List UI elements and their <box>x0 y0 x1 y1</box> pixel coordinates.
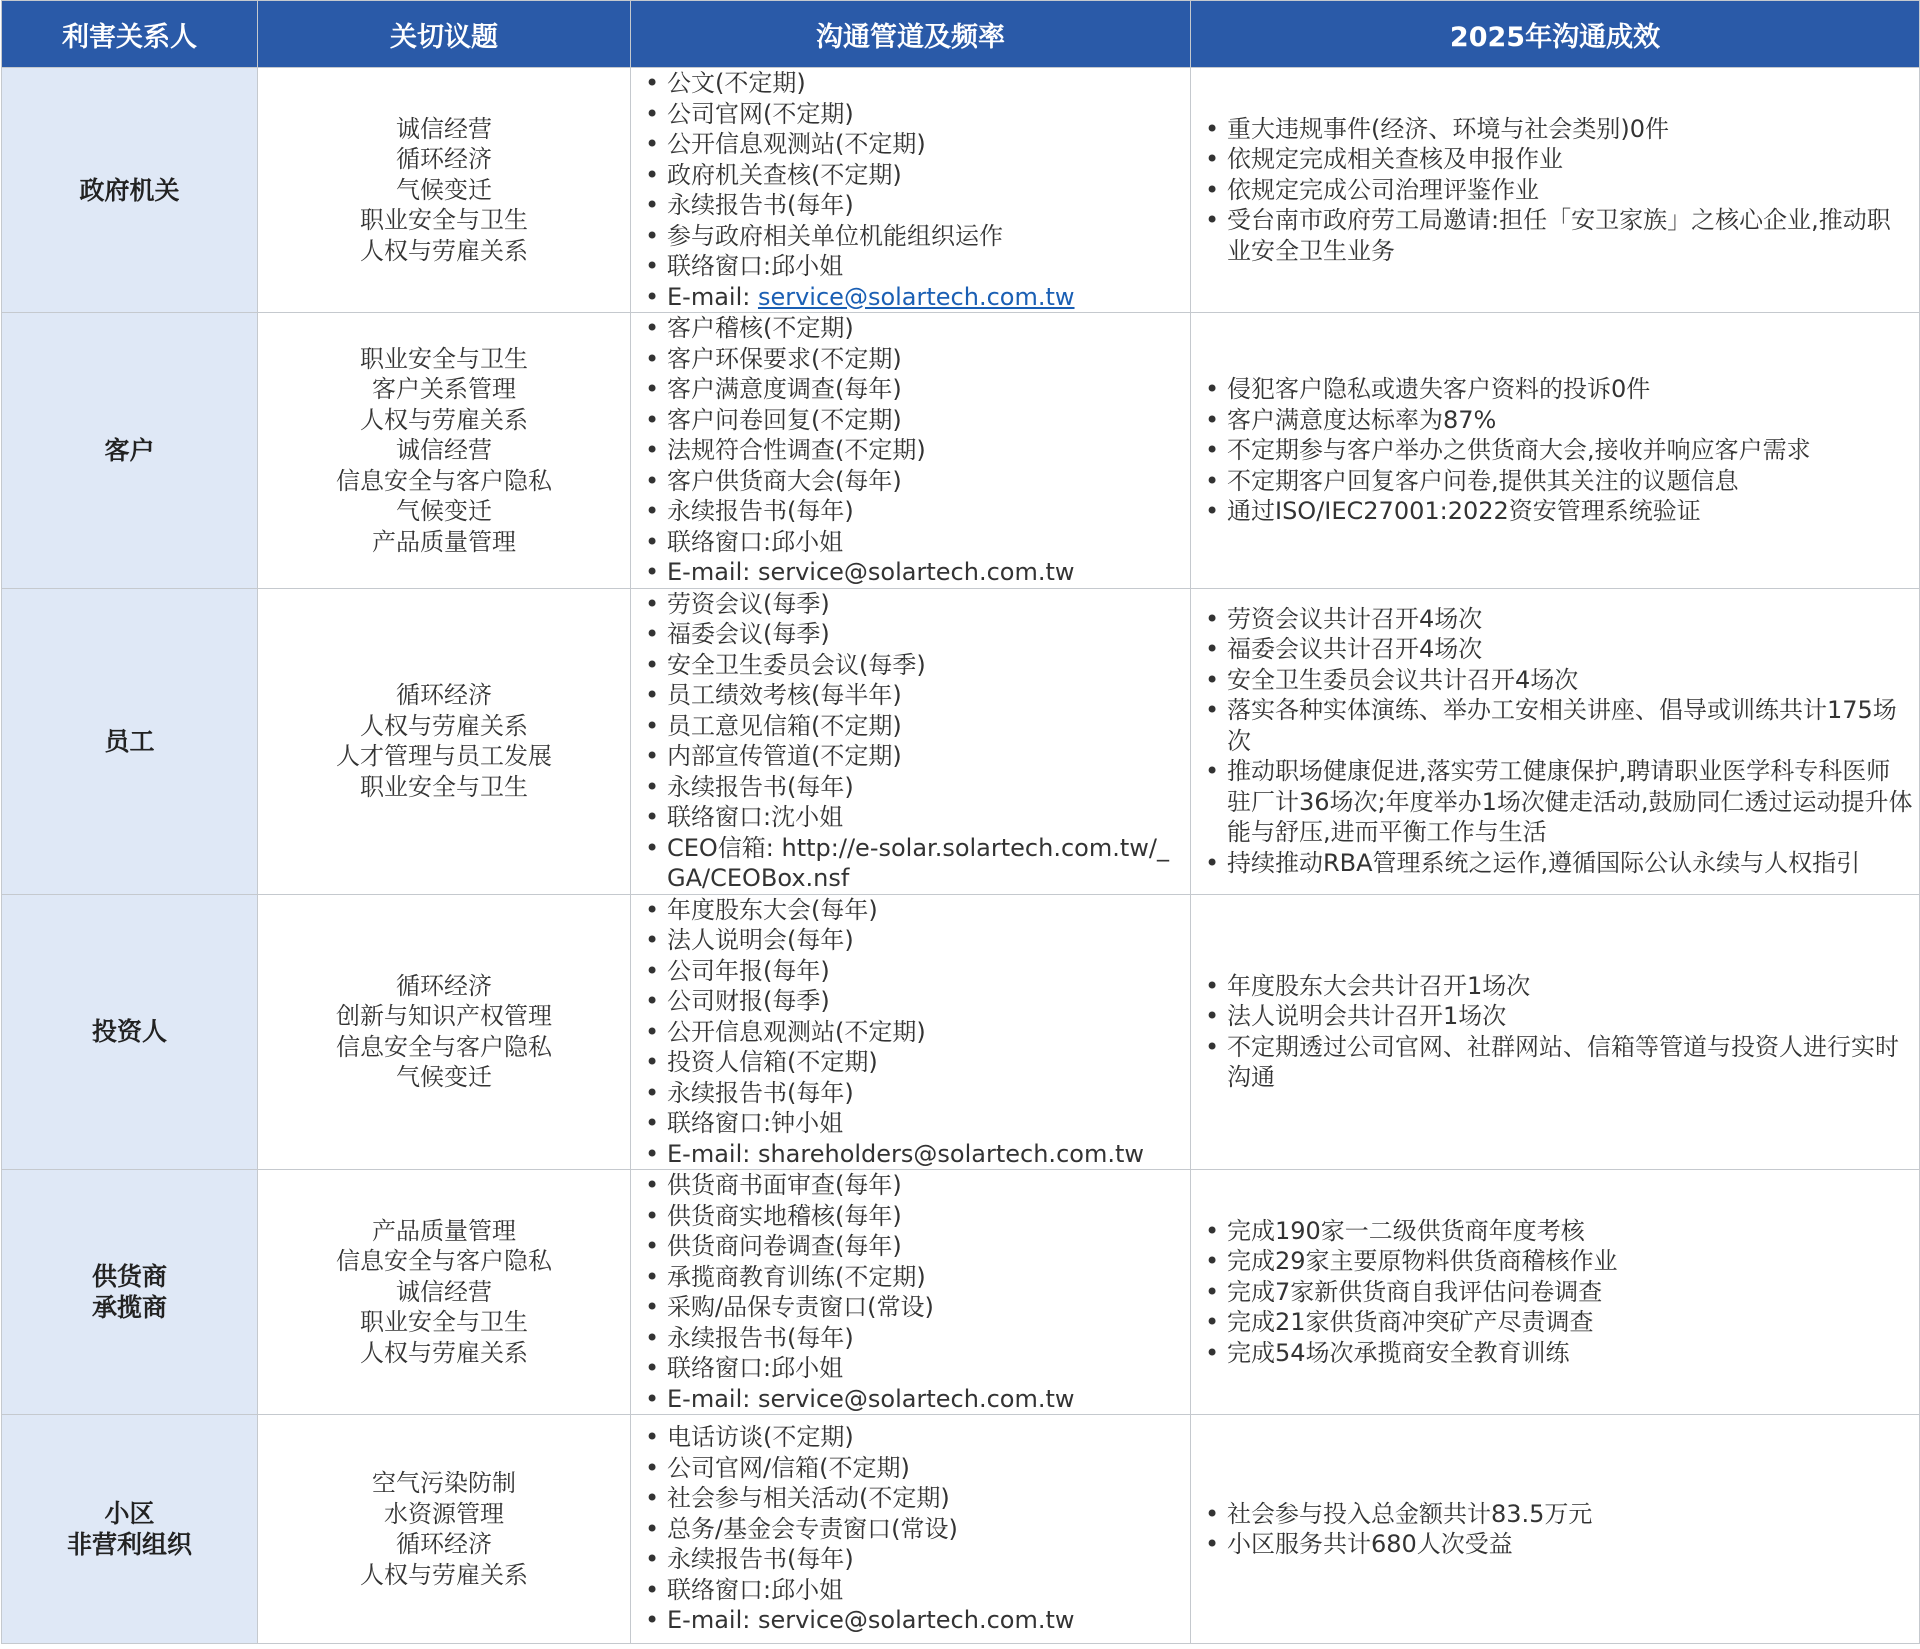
channel-item: • 内部宣传管道(不定期) <box>631 741 1190 772</box>
channel-item: • 永续报告书(每年) <box>631 1544 1190 1575</box>
result-item: • 社会参与投入总金额共计83.5万元 <box>1191 1499 1919 1530</box>
result-item: • 福委会议共计召开4场次 <box>1191 634 1919 665</box>
result-item: • 完成7家新供货商自我评估问卷调查 <box>1191 1277 1919 1308</box>
channel-item: • 员工意见信箱(不定期) <box>631 711 1190 742</box>
result-item: • 落实各种实体演练、举办工安相关讲座、倡导或训练共计175场次 <box>1191 695 1919 756</box>
stakeholder-name-line: 承揽商 <box>91 1293 167 1322</box>
stakeholder-name: 客户 <box>104 435 155 465</box>
stakeholder-name: 政府机关 <box>79 175 180 205</box>
channel-item: • 供货商问卷调查(每年) <box>631 1231 1190 1262</box>
result-item: • 依规定完成公司治理评鉴作业 <box>1191 175 1919 206</box>
issue-item: 信息安全与客户隐私 <box>336 1032 552 1061</box>
issues-cell <box>258 68 631 313</box>
email-prefix: E-mail: <box>667 282 758 311</box>
issues-cell <box>258 588 631 894</box>
stakeholder-cell <box>2 1415 258 1644</box>
issue-item: 人权与劳雇关系 <box>360 236 528 265</box>
issue-item: 信息安全与客户隐私 <box>336 1247 552 1276</box>
issue-item: 气候变迁 <box>396 175 492 204</box>
issue-item: 人权与劳雇关系 <box>360 711 528 740</box>
channels-list <box>631 1170 1190 1414</box>
channel-item: • 联络窗口:沈小姐 <box>631 802 1190 833</box>
channels-cell <box>631 1415 1191 1644</box>
stakeholder-name: 员工 <box>104 726 155 756</box>
table-row-suppliers <box>2 1170 1920 1415</box>
result-item: • 年度股东大会共计召开1场次 <box>1191 971 1919 1002</box>
channel-item: • 客户满意度调查(每年) <box>631 374 1190 405</box>
issue-item: 循环经济 <box>396 145 492 174</box>
channel-item: • 福委会议(每季) <box>631 619 1190 650</box>
channel-item: • 客户稽核(不定期) <box>631 313 1190 344</box>
channel-item-email <box>631 282 1190 313</box>
result-item: • 持续推动RBA管理系统之运作,遵循国际公认永续与人权指引 <box>1191 848 1919 879</box>
channel-item: • 法规符合性调查(不定期) <box>631 435 1190 466</box>
result-item: • 完成29家主要原物料供货商稽核作业 <box>1191 1246 1919 1277</box>
result-item: • 通过ISO/IEC27001:2022资安管理系统验证 <box>1191 496 1919 527</box>
issue-item: 信息安全与客户隐私 <box>336 466 552 495</box>
channels-cell <box>631 68 1191 313</box>
channel-item: • 承揽商教育训练(不定期) <box>631 1262 1190 1293</box>
channel-item: • E-mail: shareholders@solartech.com.tw <box>631 1139 1190 1170</box>
result-item: • 完成21家供货商冲突矿产尽责调查 <box>1191 1307 1919 1338</box>
stakeholder-name-line: 非营利组织 <box>66 1530 192 1559</box>
stakeholder-communication-table <box>1 0 1920 1644</box>
channels-list <box>631 1422 1190 1636</box>
result-item: • 侵犯客户隐私或遗失客户资料的投诉0件 <box>1191 374 1919 405</box>
channel-item: • 永续报告书(每年) <box>631 772 1190 803</box>
stakeholder-name: 投资人 <box>91 1017 167 1047</box>
channels-cell <box>631 1170 1191 1415</box>
issue-item: 循环经济 <box>396 971 492 1000</box>
results-list <box>1191 374 1919 527</box>
issue-item: 诚信经营 <box>396 114 492 143</box>
channel-item: • 公开信息观测站(不定期) <box>631 129 1190 160</box>
channel-item: • 安全卫生委员会议(每季) <box>631 650 1190 681</box>
channel-item: • 投资人信箱(不定期) <box>631 1047 1190 1078</box>
channel-item: • 社会参与相关活动(不定期) <box>631 1483 1190 1514</box>
results-cell <box>1191 68 1920 313</box>
channel-item: • 公司年报(每年) <box>631 956 1190 987</box>
channels-cell <box>631 894 1191 1170</box>
results-cell <box>1191 588 1920 894</box>
channel-item: • 客户问卷回复(不定期) <box>631 405 1190 436</box>
results-cell <box>1191 1415 1920 1644</box>
issue-item: 人才管理与员工发展 <box>336 742 552 770</box>
result-item: • 完成54场次承揽商安全教育训练 <box>1191 1338 1919 1369</box>
channel-item: • 客户供货商大会(每年) <box>631 466 1190 497</box>
issue-item: 循环经济 <box>396 1530 492 1558</box>
result-item: • 安全卫生委员会议共计召开4场次 <box>1191 665 1919 696</box>
stakeholder-name-line: 供货商 <box>91 1262 167 1291</box>
result-item: • 不定期客户回复客户问卷,提供其关注的议题信息 <box>1191 466 1919 497</box>
table-header-row <box>2 1 1920 68</box>
header-issues: 关切议题 <box>258 1 631 68</box>
results-cell <box>1191 894 1920 1170</box>
issue-item: 气候变迁 <box>396 497 492 525</box>
results-list <box>1191 114 1919 267</box>
table-row-customers <box>2 313 1920 589</box>
channel-item: • 法人说明会(每年) <box>631 925 1190 956</box>
channel-item: • 政府机关查核(不定期) <box>631 160 1190 191</box>
result-item: • 不定期参与客户举办之供货商大会,接收并响应客户需求 <box>1191 435 1919 466</box>
stakeholder-cell <box>2 588 258 894</box>
result-item: • 小区服务共计680人次受益 <box>1191 1529 1919 1560</box>
channel-item: • 联络窗口:邱小姐 <box>631 1575 1190 1606</box>
channels-list <box>631 313 1190 588</box>
header-results: 2025年沟通成效 <box>1191 1 1920 68</box>
channels-list <box>631 68 1190 312</box>
channel-item: • 联络窗口:邱小姐 <box>631 251 1190 282</box>
channels-cell <box>631 313 1191 589</box>
channel-item: • 永续报告书(每年) <box>631 496 1190 527</box>
issue-item: 职业安全与卫生 <box>360 344 528 373</box>
issue-item: 空气污染防制 <box>372 1469 516 1497</box>
results-cell <box>1191 313 1920 589</box>
issue-item: 诚信经营 <box>396 1277 492 1306</box>
issue-item: 人权与劳雇关系 <box>360 405 528 434</box>
channel-item: • 总务/基金会专责窗口(常设) <box>631 1514 1190 1545</box>
result-item: • 重大违规事件(经济、环境与社会类别)0件 <box>1191 114 1919 145</box>
issues-cell <box>258 894 631 1170</box>
result-item: • 完成190家一二级供货商年度考核 <box>1191 1216 1919 1247</box>
table-row-government <box>2 68 1920 313</box>
result-item: • 劳资会议共计召开4场次 <box>1191 604 1919 635</box>
channel-item: • 供货商实地稽核(每年) <box>631 1201 1190 1232</box>
issue-item: 职业安全与卫生 <box>360 772 528 801</box>
table-row-investors <box>2 894 1920 1170</box>
results-cell <box>1191 1170 1920 1415</box>
channel-item-ceo-box: • CEO信箱: http://e-solar.solartech.com.tw/_GA/CEOBox.nsf <box>631 833 1190 894</box>
table-row-community <box>2 1415 1920 1644</box>
channel-item: • 永续报告书(每年) <box>631 190 1190 221</box>
result-item: • 受台南市政府劳工局邀请:担任「安卫家族」之核心企业,推动职业安全卫生业务 <box>1191 205 1919 266</box>
channel-item: • 供货商书面审查(每年) <box>631 1170 1190 1201</box>
issues-cell <box>258 1415 631 1644</box>
result-item: • 依规定完成相关查核及申报作业 <box>1191 144 1919 175</box>
channel-item: • 参与政府相关单位机能组织运作 <box>631 221 1190 252</box>
channel-item: • 客户环保要求(不定期) <box>631 344 1190 375</box>
channel-item: • 公司官网/信箱(不定期) <box>631 1453 1190 1484</box>
issue-item: 人权与劳雇关系 <box>360 1338 528 1367</box>
table-row-employees <box>2 588 1920 894</box>
results-list <box>1191 604 1919 879</box>
channels-list <box>631 589 1190 894</box>
channel-item: • E-mail: service@solartech.com.tw <box>631 1384 1190 1415</box>
channel-item: • E-mail: service@solartech.com.tw <box>631 1605 1190 1636</box>
result-item: • 不定期透过公司官网、社群网站、信箱等管道与投资人进行实时沟通 <box>1191 1032 1919 1093</box>
channel-item: • 电话访谈(不定期) <box>631 1422 1190 1453</box>
channel-item: • 采购/品保专责窗口(常设) <box>631 1292 1190 1323</box>
result-item: • 法人说明会共计召开1场次 <box>1191 1001 1919 1032</box>
issue-item: 创新与知识产权管理 <box>336 1002 552 1031</box>
issue-item: 诚信经营 <box>396 436 492 464</box>
header-stakeholder: 利害关系人 <box>2 1 258 68</box>
results-list <box>1191 971 1919 1093</box>
channel-item: • 联络窗口:邱小姐 <box>631 1353 1190 1384</box>
channel-item: • 年度股东大会(每年) <box>631 895 1190 926</box>
channel-item: • 联络窗口:钟小姐 <box>631 1108 1190 1139</box>
stakeholder-cell <box>2 313 258 589</box>
channel-item: • 劳资会议(每季) <box>631 589 1190 620</box>
issue-item: 产品质量管理 <box>372 527 516 556</box>
stakeholder-cell <box>2 1170 258 1415</box>
result-item: • 推动职场健康促进,落实劳工健康保护,聘请职业医学科专科医师驻厂计36场次;年度举办1场次健走活动,鼓励同仁透过运动提升体能与舒压,进而平衡工作与生活 <box>1191 756 1919 848</box>
channel-item: • 公文(不定期) <box>631 68 1190 99</box>
stakeholder-cell <box>2 894 258 1170</box>
issue-item: 职业安全与卫生 <box>360 206 528 235</box>
results-list <box>1191 1499 1919 1560</box>
issues-cell <box>258 1170 631 1415</box>
result-item: • 客户满意度达标率为87% <box>1191 405 1919 436</box>
results-list <box>1191 1216 1919 1369</box>
issue-item: 循环经济 <box>396 681 492 709</box>
issue-item: 气候变迁 <box>396 1063 492 1092</box>
channel-item: • 联络窗口:邱小姐 <box>631 527 1190 558</box>
channel-item: • 公司官网(不定期) <box>631 99 1190 130</box>
issues-cell <box>258 313 631 589</box>
channels-list <box>631 895 1190 1170</box>
stakeholder-cell <box>2 68 258 313</box>
issue-item: 职业安全与卫生 <box>360 1308 528 1337</box>
channel-item: • E-mail: service@solartech.com.tw <box>631 557 1190 588</box>
channel-item: • 公司财报(每季) <box>631 986 1190 1017</box>
channels-cell <box>631 588 1191 894</box>
header-channels: 沟通管道及频率 <box>631 1 1191 68</box>
channel-item: • 永续报告书(每年) <box>631 1078 1190 1109</box>
issue-item: 水资源管理 <box>384 1499 504 1528</box>
email-link[interactable]: service@solartech.com.tw <box>757 282 1075 311</box>
issue-item: 产品质量管理 <box>372 1216 516 1245</box>
channel-item: • 公开信息观测站(不定期) <box>631 1017 1190 1048</box>
channel-item: • 员工绩效考核(每半年) <box>631 680 1190 711</box>
issue-item: 人权与劳雇关系 <box>360 1560 528 1589</box>
issue-item: 客户关系管理 <box>372 375 516 403</box>
stakeholder-name-line: 小区 <box>104 1499 155 1528</box>
channel-item: • 永续报告书(每年) <box>631 1323 1190 1354</box>
